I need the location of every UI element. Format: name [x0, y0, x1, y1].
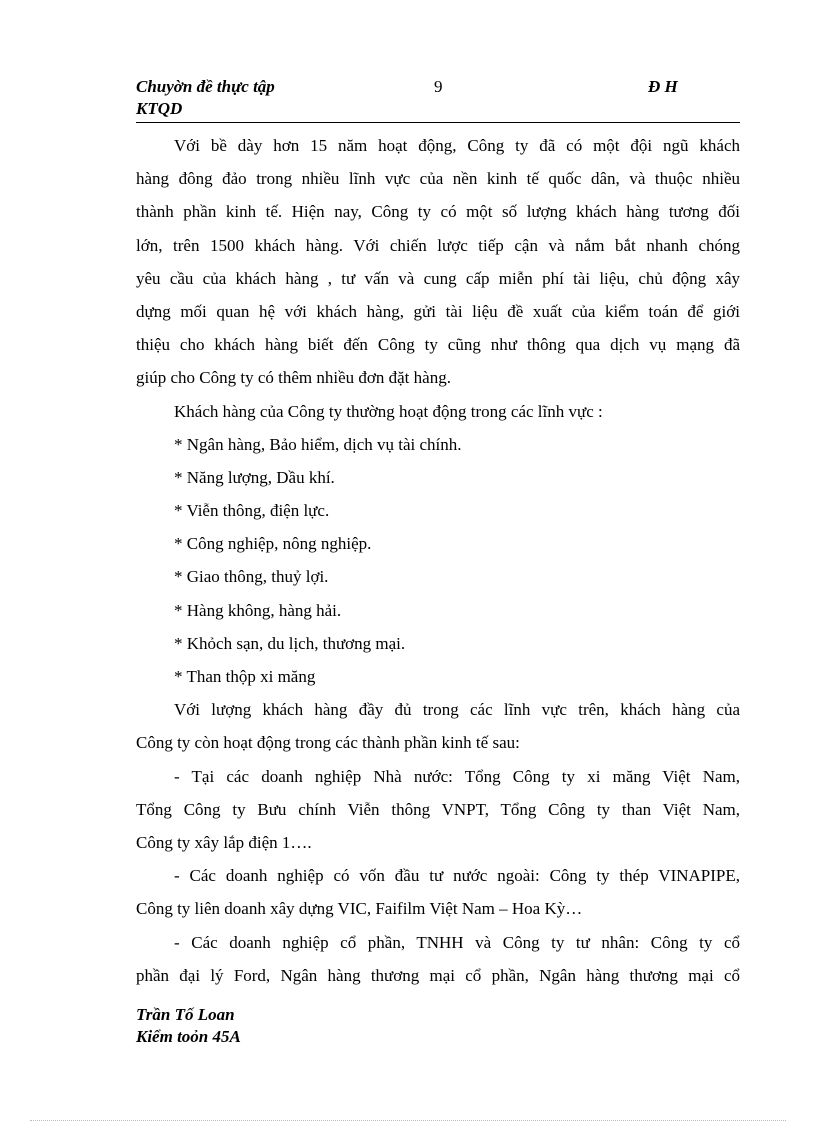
- list-item: * Than thộp xi măng: [174, 667, 316, 686]
- header-right: Đ H: [648, 77, 678, 96]
- text-line: - Các doanh nghiệp cổ phần, TNHH và Công ty tư nhân: Công ty cổ: [174, 932, 740, 952]
- list-item: * Viễn thông, điện lực.: [174, 501, 330, 521]
- list-item: * Khỏch sạn, du lịch, thương mại.: [174, 633, 406, 653]
- text-line: giúp cho Công ty có thêm nhiều đơn đặt hàng.: [136, 368, 451, 388]
- text-line: thiệu cho khách hàng biết đến Công ty cũng như thông qua dịch vụ mạng đã: [136, 335, 740, 355]
- text-line: Với bề dày hơn 15 năm hoạt động, Công ty đã có một đội ngũ khách: [174, 136, 740, 155]
- text-line: dựng mối quan hệ với khách hàng, gửi tài liệu đề xuất của kiểm toán để giới: [136, 301, 740, 321]
- text-line: Công ty còn hoạt động trong các thành phần kinh tế sau:: [136, 733, 520, 753]
- footer-author: Trần Tố Loan: [136, 1005, 235, 1024]
- page-header: [136, 76, 740, 123]
- text-line: hàng đông đảo trong nhiều lĩnh vực của nền kinh tế quốc dân, và thuộc nhiều: [136, 169, 740, 189]
- text-line: Với lượng khách hàng đầy đủ trong các lĩnh vực trên, khách hàng của: [174, 700, 740, 720]
- header-title-line1: Chuyờn đề thực tập: [136, 77, 275, 96]
- text-line: lớn, trên 1500 khách hàng. Với chiến lược tiếp cận và nắm bắt nhanh chóng: [136, 235, 740, 255]
- text-line: Công ty liên doanh xây dựng VIC, Faifilm Việt Nam – Hoa Kỳ…: [136, 899, 583, 919]
- text-line: yêu cầu của khách hàng , tư vấn và cung cấp miễn phí tài liệu, chủ động xây: [136, 268, 740, 288]
- text-line: phần đại lý Ford, Ngân hàng thương mại cổ phần, Ngân hàng thương mại cổ: [136, 965, 740, 985]
- header-title: [136, 76, 275, 120]
- footer-class: Kiểm toỏn 45A: [136, 1027, 241, 1046]
- text-line: Khách hàng của Công ty thường hoạt động trong các lĩnh vực :: [174, 401, 603, 421]
- page-footer: [136, 1004, 241, 1048]
- body-text: [136, 129, 740, 992]
- text-line: - Tại các doanh nghiệp Nhà nước: Tổng Công ty xi măng Việt Nam,: [174, 766, 740, 786]
- text-line: Công ty xây lắp điện 1….: [136, 832, 312, 852]
- list-item: * Công nghiệp, nông nghiệp.: [174, 534, 372, 554]
- list-item: * Năng lượng, Dầu khí.: [174, 467, 335, 487]
- header-title-line2: KTQD: [136, 99, 183, 118]
- text-line: Tổng Công ty Bưu chính Viễn thông VNPT, Tổng Công ty than Việt Nam,: [136, 799, 740, 819]
- text-line: thành phần kinh tế. Hiện nay, Công ty có một số lượng khách hàng tương đối: [136, 202, 740, 222]
- list-item: * Hàng không, hàng hải.: [174, 600, 342, 620]
- list-item: * Ngân hàng, Bảo hiểm, dịch vụ tài chính.: [174, 434, 462, 454]
- text-line: - Các doanh nghiệp có vốn đầu tư nước ngoài: Công ty thép VINAPIPE,: [174, 866, 740, 886]
- page-number: 9: [434, 77, 443, 96]
- page-bottom-divider: [30, 1120, 786, 1121]
- list-item: * Giao thông, thuỷ lợi.: [174, 567, 329, 587]
